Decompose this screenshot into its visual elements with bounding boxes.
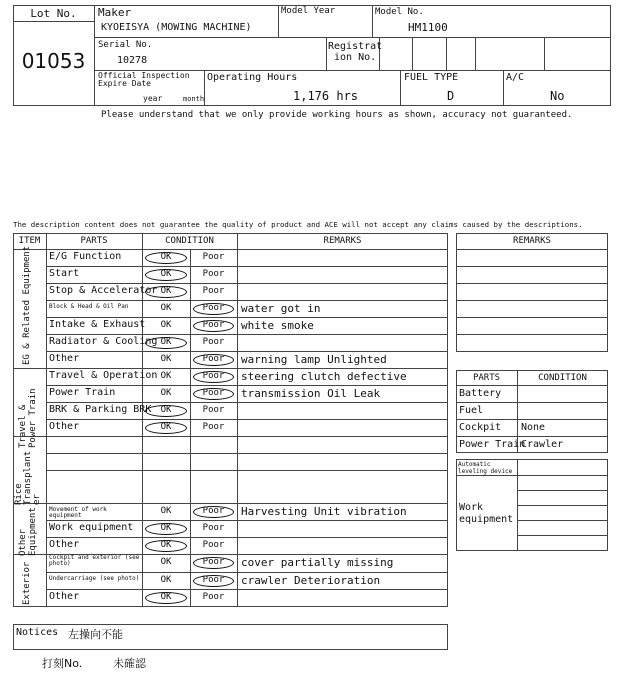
divider (278, 5, 279, 37)
poor-option[interactable]: Poor (202, 303, 225, 313)
poor-selected-circle (193, 388, 234, 400)
ok-option[interactable]: OK (160, 303, 172, 313)
divider (94, 37, 611, 38)
part-power-train-value: Crawler (521, 439, 564, 450)
poor-option[interactable]: Poor (202, 286, 225, 296)
col-condition: CONDITION (165, 236, 214, 246)
operating-hours-value: 1,176 hrs (293, 89, 359, 103)
part-battery: Battery (459, 388, 502, 399)
ok-option[interactable]: OK (160, 320, 172, 330)
ok-selected-circle (145, 422, 187, 434)
inspection-label-1: Official Inspection (98, 71, 190, 80)
poor-option[interactable]: Poor (202, 557, 225, 567)
poor-selected-circle (193, 575, 234, 587)
part-name: Other (49, 591, 80, 602)
divider (456, 300, 608, 301)
part-name: Other (49, 353, 80, 364)
part-cockpit: Cockpit (459, 422, 502, 433)
remark-text: steering clutch defective (241, 370, 407, 383)
ac-value: No (550, 89, 565, 103)
divider (517, 505, 608, 506)
lot-no-label: Lot No. (30, 7, 77, 20)
divider (456, 385, 608, 386)
ok-option[interactable]: OK (160, 506, 172, 516)
ok-selected-circle (145, 269, 187, 281)
part-name: Other (49, 539, 80, 550)
fuel-type-value: D (447, 89, 455, 103)
part-fuel: Fuel (459, 405, 484, 416)
ok-option[interactable]: OK (160, 422, 172, 432)
part-name: Undercarriage (see photo) (49, 575, 140, 582)
part-name: Radiator & Cooling (49, 336, 158, 347)
divider (204, 70, 205, 106)
divider (372, 5, 373, 37)
maker-value: KYOEISYA (MOWING MACHINE) (101, 22, 252, 33)
divider (456, 419, 608, 420)
poor-selected-circle (193, 557, 234, 569)
lot-no-value: 01053 (21, 49, 86, 73)
model-no-label: Model No. (375, 7, 424, 17)
inspection-label-2: Expire Date (98, 79, 151, 88)
ok-option[interactable]: OK (160, 557, 172, 567)
table-row (46, 436, 448, 453)
ok-option[interactable]: OK (160, 286, 172, 296)
fuel-type-label: FUEL TYPE (404, 72, 459, 83)
part-name: Start (49, 268, 80, 279)
remark-text: transmission Oil Leak (241, 387, 381, 400)
poor-selected-circle (193, 506, 234, 518)
poor-option[interactable]: Poor (202, 523, 225, 533)
stamp-label: 打刻No. (42, 657, 83, 670)
poor-selected-circle (193, 303, 234, 315)
ok-selected-circle (145, 523, 187, 535)
table-row (46, 453, 448, 470)
ok-option[interactable]: OK (160, 269, 172, 279)
col-item: ITEM (18, 236, 41, 246)
remark-text: white smoke (241, 319, 314, 332)
work-equipment-label: Work equipment (459, 502, 514, 525)
model-no-value: HM1100 (408, 21, 448, 34)
divider (456, 283, 608, 284)
operating-hours-label: Operating Hours (207, 72, 298, 83)
group-label-other-equipment: Other Equipment (18, 507, 38, 556)
poor-selected-circle (193, 320, 234, 332)
ok-option[interactable]: OK (160, 388, 172, 398)
part-name: Block & Head & Oil Pan (49, 303, 129, 310)
remark-text: crawler Deterioration (241, 574, 381, 587)
poor-option[interactable]: Poor (202, 388, 225, 398)
ok-selected-circle (145, 592, 187, 604)
remark-text: Harvesting Unit vibration (241, 505, 407, 518)
divider (456, 249, 608, 250)
part-name: Stop & Accelerator (49, 285, 158, 296)
part-name: BRK & Parking BRK (49, 404, 152, 415)
part-name: Cockpit and exterior (see photo) (49, 554, 140, 567)
ok-selected-circle (145, 252, 187, 264)
table-row (46, 470, 448, 503)
poor-option[interactable]: Poor (202, 540, 225, 550)
divider (456, 475, 608, 476)
registration-label-2: ion No. (334, 52, 377, 63)
col-parts: PARTS (80, 236, 108, 246)
stamp-value: 未確認 (113, 657, 146, 670)
registration-label-1: Registrat (328, 41, 383, 52)
part-name: Other (49, 421, 80, 432)
divider (456, 266, 608, 267)
year-label: year (143, 94, 163, 103)
divider (475, 37, 476, 70)
divider (517, 535, 608, 536)
poor-option[interactable]: Poor (202, 371, 225, 381)
part-name: Power Train (49, 387, 116, 398)
divider (446, 37, 447, 70)
poor-option[interactable]: Poor (202, 422, 225, 432)
poor-option[interactable]: Poor (202, 269, 225, 279)
part-name: Movement of work equipment (49, 506, 107, 519)
ok-option[interactable]: OK (160, 354, 172, 364)
divider (517, 490, 608, 491)
group-label-travel: Travel & Power Train (18, 388, 38, 448)
divider (456, 402, 608, 403)
poor-selected-circle (193, 354, 234, 366)
poor-option[interactable]: Poor (202, 252, 225, 262)
serial-no-value: 10278 (117, 55, 148, 66)
disclaimer: The description content does not guarantee the quality of product and ACE will not accept any claims caused by the descriptions. (13, 220, 583, 229)
ok-option[interactable]: OK (160, 337, 172, 347)
ok-selected-circle (145, 540, 187, 552)
ok-option[interactable]: OK (160, 252, 172, 262)
poor-option[interactable]: Poor (202, 354, 225, 364)
group-label-rice: Rice Transplant er (14, 450, 42, 505)
ok-option[interactable]: OK (160, 523, 172, 533)
divider (13, 21, 94, 22)
poor-selected-circle (193, 371, 234, 383)
ok-selected-circle (145, 337, 187, 349)
model-year-label: Model Year (281, 6, 336, 16)
remark-text: water got in (241, 302, 321, 315)
auto-level-label: Automatic leveling device (458, 461, 513, 475)
divider (326, 37, 327, 70)
ok-option[interactable]: OK (160, 371, 172, 381)
right-parts-label: PARTS (472, 373, 501, 383)
poor-option[interactable]: Poor (202, 320, 225, 330)
part-cockpit-value: None (521, 422, 546, 433)
part-power-train: Power Train (459, 439, 526, 450)
poor-option[interactable]: Poor (202, 405, 225, 415)
group-label-exterior: Exterior (22, 561, 32, 605)
poor-option[interactable]: Poor (202, 575, 225, 585)
divider (517, 520, 608, 521)
hours-notice: Please understand that we only provide working hours as shown, accuracy not guaranteed. (101, 110, 573, 120)
part-name: Travel & Operation (49, 370, 158, 381)
divider (400, 70, 401, 106)
remark-text: warning lamp Unlighted (241, 353, 387, 366)
ac-label: A/C (506, 72, 525, 83)
part-name: E/G Function (49, 251, 122, 262)
ok-option[interactable]: OK (160, 592, 172, 602)
part-name: Work equipment (49, 522, 134, 533)
col-remarks: REMARKS (323, 236, 362, 246)
poor-option[interactable]: Poor (202, 337, 225, 347)
maker-label: Maker (98, 6, 132, 19)
poor-option[interactable]: Poor (202, 592, 225, 602)
poor-option[interactable]: Poor (202, 506, 225, 516)
month-label: month (183, 95, 205, 103)
divider (94, 5, 95, 106)
serial-no-label: Serial No. (98, 40, 153, 50)
part-name: Intake & Exhaust (49, 319, 146, 330)
ok-option[interactable]: OK (160, 540, 172, 550)
notices-text: 左操向不能 (68, 628, 123, 641)
ok-option[interactable]: OK (160, 405, 172, 415)
right-condition-label: CONDITION (538, 373, 587, 383)
divider (544, 37, 545, 70)
ok-selected-circle (145, 405, 187, 417)
ok-selected-circle (145, 286, 187, 298)
divider (412, 37, 413, 70)
divider (503, 70, 504, 106)
divider (456, 334, 608, 335)
group-label-eg: EG & Related Equipment (22, 245, 32, 365)
notices-label: Notices (16, 627, 59, 638)
remark-text: cover partially missing (241, 556, 394, 569)
right-remarks-label: REMARKS (513, 236, 551, 246)
divider (456, 317, 608, 318)
ok-option[interactable]: OK (160, 575, 172, 585)
divider (456, 436, 608, 437)
